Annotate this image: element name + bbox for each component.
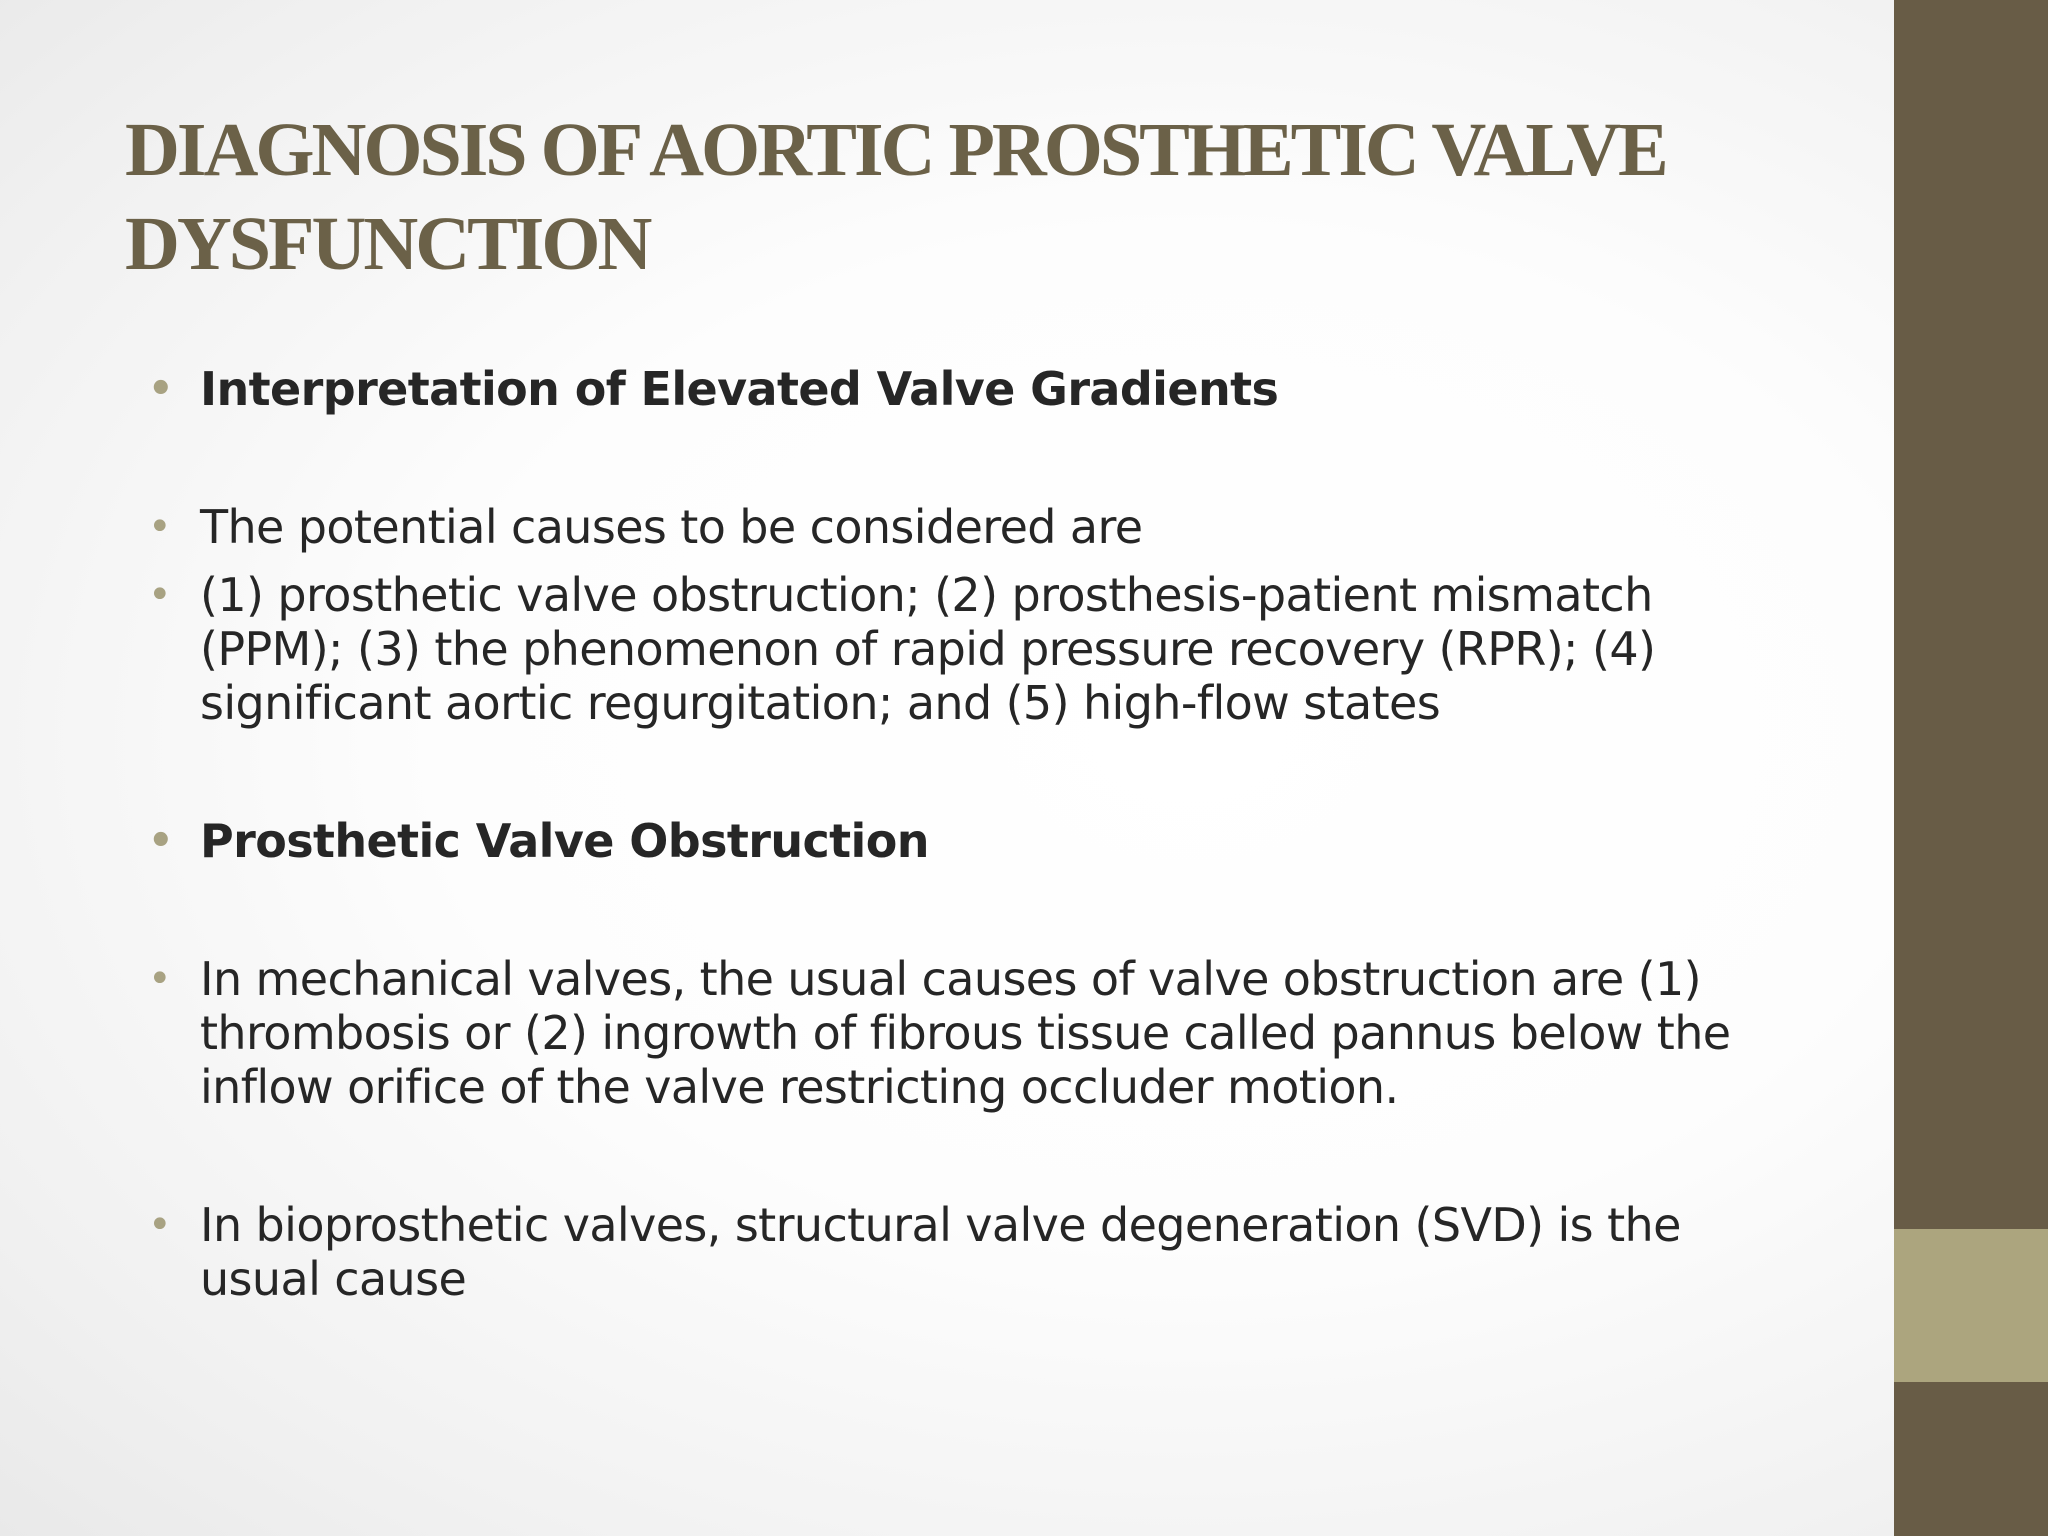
- bullet-marker: •: [148, 572, 171, 618]
- bullet-text: In bioprosthetic valves, structural valve degeneration (SVD) is the usual cause: [200, 1198, 1681, 1306]
- slide-title: DIAGNOSIS OF AORTIC PROSTHETIC VALVE DYSFUNCTION: [125, 108, 1666, 286]
- bullet-text: The potential causes to be considered are: [200, 500, 1143, 554]
- bullet-marker: •: [148, 956, 171, 1002]
- sidebar-accent-block: [1894, 1229, 2048, 1382]
- bullet-item: [148, 568, 1808, 730]
- bullet-text: (1) prosthetic valve obstruction; (2) prosthesis-patient mismatch (PPM); (3) the phenomenon of rapid pressure recovery (RPR); (4) significant aortic regurgitation; and (5) high-flow states: [200, 568, 1656, 730]
- bullet-item: [148, 362, 1808, 416]
- bullet-marker: •: [148, 1202, 171, 1248]
- bullet-text: Interpretation of Elevated Valve Gradients: [200, 362, 1279, 416]
- bullet-item: [148, 500, 1808, 554]
- bullet-text: Prosthetic Valve Obstruction: [200, 814, 929, 868]
- decorative-sidebar: [1894, 0, 2048, 1536]
- bullet-marker: •: [148, 366, 173, 412]
- bullet-text: In mechanical valves, the usual causes of valve obstruction are (1) thrombosis or (2) ingrowth of fibrous tissue called pannus below the inflow orifice of the valve restricting occluder motion.: [200, 952, 1731, 1114]
- bullet-item: [148, 952, 1808, 1114]
- bullet-list: [148, 362, 1808, 1306]
- bullet-item: [148, 814, 1808, 868]
- bullet-marker: •: [148, 504, 171, 550]
- bullet-item: [148, 1198, 1808, 1306]
- bullet-marker: •: [148, 818, 173, 864]
